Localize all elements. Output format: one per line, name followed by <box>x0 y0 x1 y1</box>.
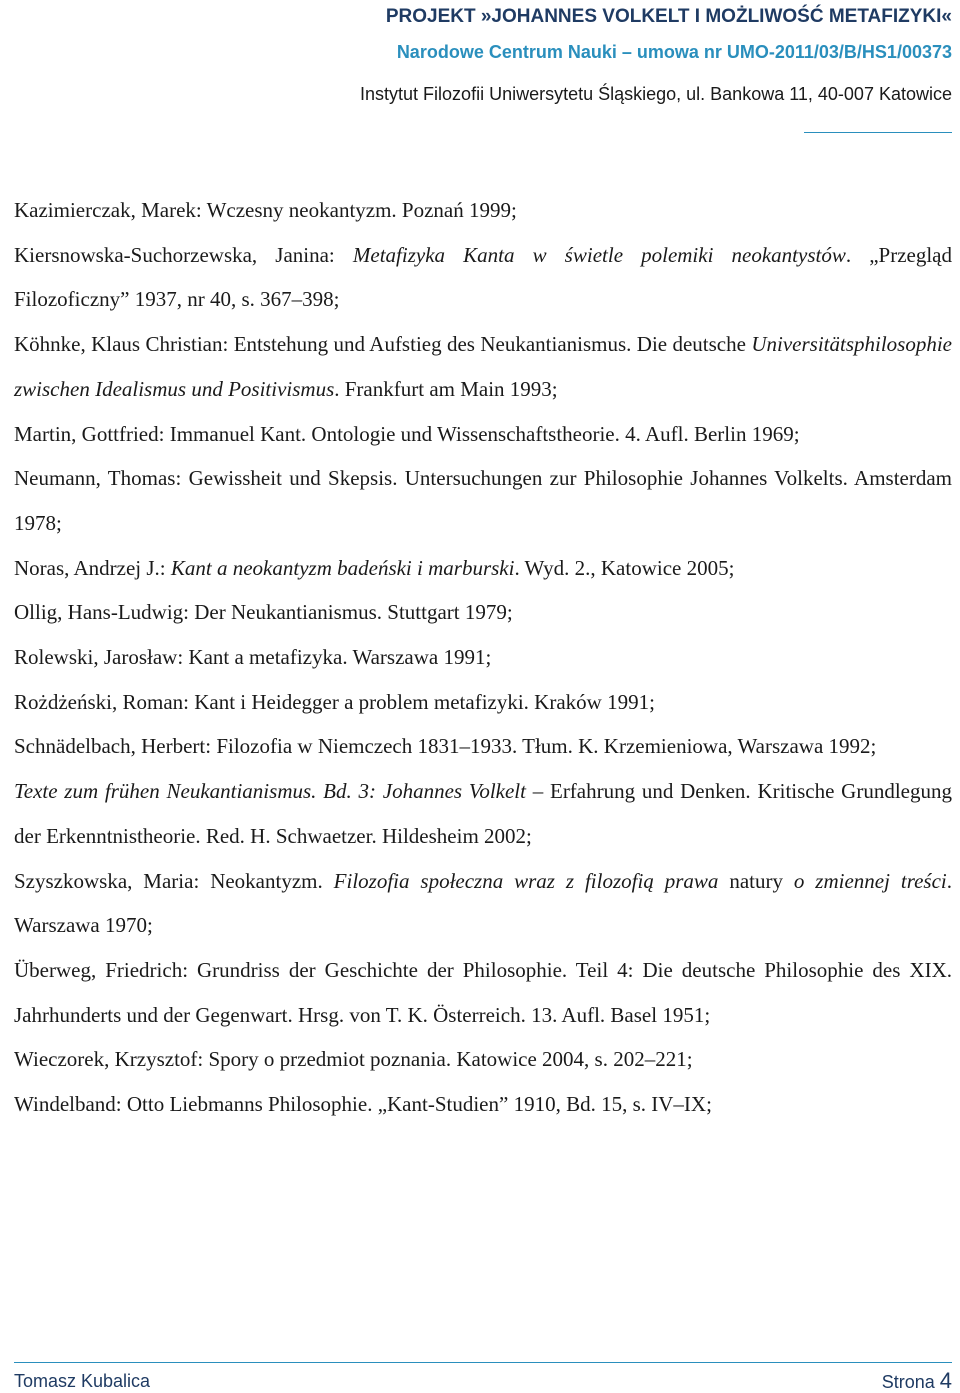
bibliography-entry: Rolewski, Jarosław: Kant a metafizyka. Warszawa 1991; <box>14 645 492 670</box>
bibliography-entry: Kazimierczak, Marek: Wczesny neokantyzm. Poznań 1999; <box>14 198 517 222</box>
page-footer <box>14 1370 952 1392</box>
page-header <box>360 0 952 116</box>
bibliography-entry: Ollig, Hans-Ludwig: Der Neukantianismus. Stuttgart 1979; <box>14 600 513 625</box>
project-title: PROJEKT »JOHANNES VOLKELT I MOŻLIWOŚĆ METAFIZYKI« <box>385 6 952 27</box>
bibliography-list <box>14 188 952 1127</box>
page-number: 4 <box>939 1368 952 1393</box>
footer-page <box>882 1370 952 1393</box>
bibliography-entry: Windelband: Otto Liebmanns Philosophie. „Kant-Studien” 1910, Bd. 15, s. IV–IX; <box>14 1092 712 1117</box>
bibliography-entry: Rożdżeński, Roman: Kant i Heidegger a problem metafizyki. Kraków 1991; <box>14 689 655 714</box>
bibliography-entry: Martin, Gottfried: Immanuel Kant. Ontologie und Wissenschaftstheorie. 4. Aufl. Berlin 1969; <box>14 421 800 446</box>
bibliography-entry: Noras, Andrzej J.: Kant a neokantyzm badeński i marburski. Wyd. 2., Katowice 2005; <box>14 555 735 580</box>
bibliography-entry: Kiersnowska-Suchorzewska, Janina: Metafizyka Kanta w świetle polemiki neokantystów. „Przegląd Filozoficzny” 1937, nr 40, s. 367–398; <box>14 242 952 312</box>
institute-address: Instytut Filozofii Uniwersytetu Śląskiego, ul. Bankowa 11, 40-007 Katowice <box>360 84 952 104</box>
bibliography-entry: Schnädelbach, Herbert: Filozofia w Niemczech 1831–1933. Tłum. K. Krzemieniowa, Warszawa 1992; <box>14 734 877 759</box>
footer-author: Tomasz Kubalica <box>14 1371 151 1391</box>
bibliography-entry: Szyszkowska, Maria: Neokantyzm. Filozofia społeczna wraz z filozofią prawa natury o zmiennej treści. Warszawa 1970; <box>14 868 952 938</box>
bibliography-entry: Neumann, Thomas: Gewissheit und Skepsis. Untersuchungen zur Philosophie Johannes Volkelts. Amsterdam 1978; <box>14 466 952 535</box>
grant-info: Narodowe Centrum Nauki – umowa nr UMO-2011/03/B/HS1/00373 <box>396 42 952 62</box>
page-label: Strona <box>881 1372 935 1392</box>
bibliography-entry: Köhnke, Klaus Christian: Entstehung und Aufstieg des Neukantianismus. Die deutsche Universitätsphilosophie zwischen Idealismus und Positivismus. Frankfurt am Main 1993; <box>14 332 952 401</box>
bibliography-entry: Überweg, Friedrich: Grundriss der Geschichte der Philosophie. Teil 4: Die deutsche Philosophie des XIX. Jahrhunderts und der Gegenwart. Hrsg. von T. K. Österreich. 13. Aufl. Basel 1951; <box>14 957 952 1027</box>
bibliography-entry: Texte zum frühen Neukantianismus. Bd. 3: Johannes Volkelt – Erfahrung und Denken. Kritische Grundlegung der Erkenntnistheorie. Red. H. Schwaetzer. Hildesheim 2002; <box>14 779 952 848</box>
header-divider <box>804 132 952 133</box>
footer-divider <box>14 1362 952 1363</box>
bibliography-entry: Wieczorek, Krzysztof: Spory o przedmiot poznania. Katowice 2004, s. 202–221; <box>14 1047 693 1072</box>
